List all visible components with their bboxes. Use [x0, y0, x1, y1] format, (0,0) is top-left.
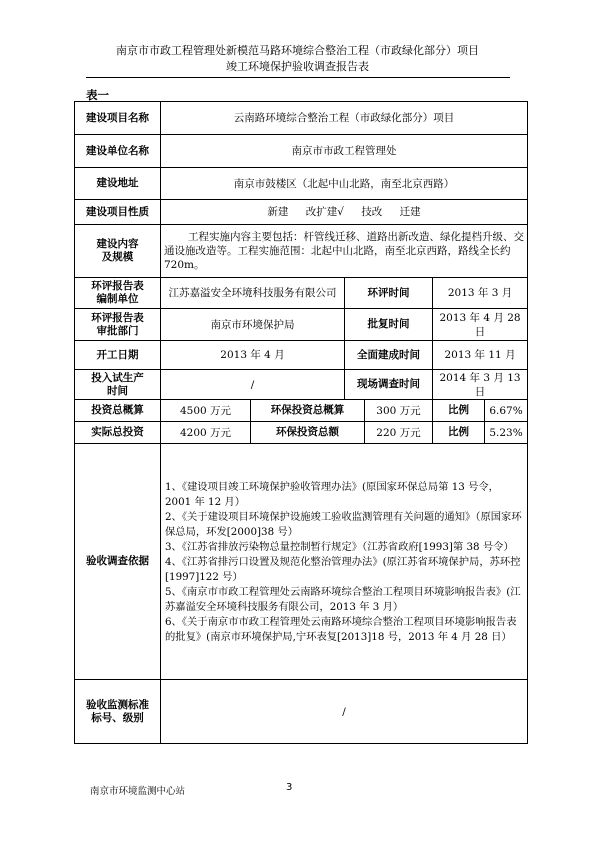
- row-actual: [75, 422, 528, 444]
- actual-value: 4200 万元: [161, 422, 251, 444]
- content-text: 工程实施内容主要包括：杆管线迁移、道路出新改造、绿化提档升级、交通设施改造等。工程实施范围：北起中山北路，南至北京西路，路线全长约 720m。: [164, 231, 524, 271]
- content-label-line1: 建设内容: [96, 238, 139, 250]
- estimate-value: 4500 万元: [161, 400, 251, 422]
- done-value: 2013 年 11 月: [433, 341, 528, 370]
- trial-label: [75, 370, 161, 400]
- table-label: 表一: [86, 88, 109, 102]
- eia-time-label: 环评时间: [345, 278, 433, 309]
- address-label: 建设地址: [75, 168, 161, 200]
- row-approval: [75, 309, 528, 341]
- content-value: [161, 225, 528, 278]
- survey-label: 现场调查时间: [345, 370, 433, 400]
- basis-item: 6、《关于南京市市政工程管理处云南路环境综合整治工程项目环境影响报告表的批复》(南京市环境保护局,宁环表复[2013]18 号，2013 年 4 月 28 日）: [165, 615, 517, 643]
- standard-label-line2: 标号、级别: [91, 711, 144, 724]
- trial-label-line1: 投入试生产: [91, 371, 144, 384]
- basis-item: 3、《江苏省排放污染物总量控制暂行规定》（江苏省政府[1993]第 38 号令）: [165, 540, 514, 553]
- survey-value: 2014 年 3 月 13 日: [433, 370, 528, 400]
- row-builder: [75, 135, 528, 168]
- basis-list: [161, 444, 528, 680]
- builder-value: 南京市市政工程管理处: [161, 135, 528, 168]
- estimate-ratio-value: 6.67%: [485, 400, 528, 422]
- nature-option-new: 新建: [267, 206, 289, 218]
- approval-time-value: 2013 年 4 月 28 日: [433, 309, 528, 341]
- address-value: 南京市鼓楼区（北起中山北路，南至北京西路）: [161, 168, 528, 200]
- basis-item: 1、《建设项目竣工环境保护验收管理办法》(原国家环保总局第 13 号令，2001 年 12 月）: [165, 480, 499, 508]
- done-label: 全面建成时间: [345, 341, 433, 370]
- standard-label: [75, 680, 161, 744]
- actual-ratio-value: 5.23%: [485, 422, 528, 444]
- env-estimate-label: 环保投资总概算: [251, 400, 365, 422]
- eia-time-value: 2013 年 3 月: [433, 278, 528, 309]
- content-label: [75, 225, 161, 278]
- row-standard: [75, 680, 528, 744]
- project-name-value: 云南路环境综合整治工程（市政绿化部分）项目: [161, 102, 528, 135]
- nature-option-tech: 技改: [361, 206, 383, 218]
- basis-item: 4、《江苏省排污口设置及规范化整治管理办法》(原江苏省环境保护局，苏环控[1997]122 号）: [165, 555, 521, 583]
- approval-label: [75, 309, 161, 341]
- eia-unit-label-line2: 编制单位: [96, 293, 139, 305]
- header-title-line2: 竣工环境保护验收调查报告表: [226, 60, 369, 73]
- approval-label-line2: 审批部门: [96, 324, 139, 337]
- row-nature: [75, 200, 528, 225]
- header-title-line1: 南京市市政工程管理处新模范马路环境综合整治工程（市政绿化部分）项目: [116, 44, 479, 57]
- row-project-name: [75, 102, 528, 135]
- report-table: [74, 101, 528, 744]
- content-label-line2: 及规模: [101, 251, 134, 263]
- estimate-ratio-label: 比例: [433, 400, 485, 422]
- estimate-label: 投资总概算: [75, 400, 161, 422]
- basis-item: 5、《南京市市政工程管理处云南路环境综合整治工程项目环境影响报告表》(江苏嘉溢安全环境科技服务有限公司，2013 年 3 月）: [165, 585, 521, 613]
- env-actual-value: 220 万元: [365, 422, 433, 444]
- row-trial: [75, 370, 528, 400]
- basis-label: 验收调查依据: [75, 444, 161, 680]
- env-actual-label: 环保投资总额: [251, 422, 365, 444]
- nature-option-relocate: 迁建: [399, 206, 421, 218]
- project-name-label: 建设项目名称: [75, 102, 161, 135]
- nature-options: [161, 200, 528, 225]
- eia-unit-label: [75, 278, 161, 309]
- row-estimate: [75, 400, 528, 422]
- start-label: 开工日期: [75, 341, 161, 370]
- start-value: 2013 年 4 月: [161, 341, 345, 370]
- basis-item: 2、《关于建设项目环境保护设施竣工验收监测管理有关问题的通知》（原国家环保总局，环发[2000]38 号）: [165, 510, 522, 538]
- row-content: [75, 225, 528, 278]
- approval-label-line1: 环评报告表: [91, 311, 144, 324]
- standard-label-line1: 验收监测标准: [86, 698, 149, 711]
- row-address: [75, 168, 528, 200]
- trial-value: /: [161, 370, 345, 400]
- row-basis: [75, 444, 528, 680]
- header-divider: [86, 77, 510, 78]
- row-start: [75, 341, 528, 370]
- approval-value: 南京市环境保护局: [161, 309, 345, 341]
- nature-option-expansion: 改扩建√: [305, 206, 344, 218]
- actual-label: 实际总投资: [75, 422, 161, 444]
- env-estimate-value: 300 万元: [365, 400, 433, 422]
- trial-label-line2: 时间: [107, 384, 128, 397]
- row-eia-unit: [75, 278, 528, 309]
- footer-org: 南京市环境监测中心站: [90, 786, 186, 797]
- builder-label: 建设单位名称: [75, 135, 161, 168]
- page-number: 3: [286, 782, 293, 793]
- nature-label: 建设项目性质: [75, 200, 161, 225]
- standard-value: /: [161, 680, 528, 744]
- eia-unit-label-line1: 环评报告表: [91, 280, 144, 292]
- eia-unit-value: 江苏嘉溢安全环境科技服务有限公司: [161, 278, 345, 309]
- actual-ratio-label: 比例: [433, 422, 485, 444]
- approval-time-label: 批复时间: [345, 309, 433, 341]
